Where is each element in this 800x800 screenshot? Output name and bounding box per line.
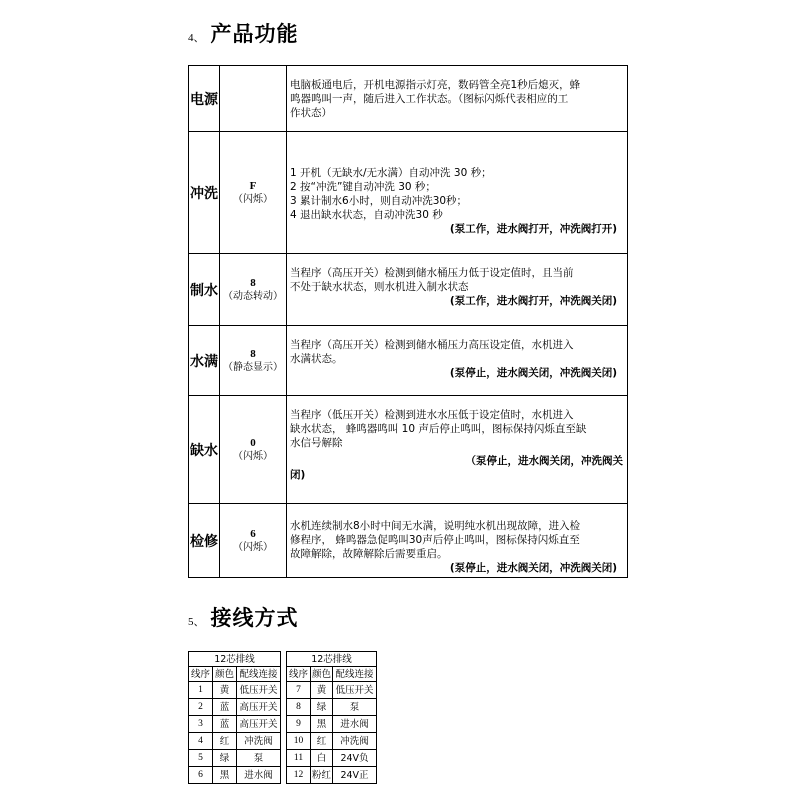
wiring-title: 12芯排线 [189,652,281,667]
function-row [189,326,628,396]
description-line: 当程序（低压开关）检测到进水水压低于设定值时，水机进入 [290,409,574,421]
wiring-row [189,716,281,733]
description-line: 水信号解除 [290,437,343,449]
display-cell [220,254,287,326]
wire-number: 4 [189,733,213,750]
wiring-header: 颜色 [213,667,237,682]
description-cell [287,504,628,578]
wire-connection: 高压开关 [237,716,281,733]
function-row [189,396,628,504]
wiring-header-row [287,667,377,682]
wire-number: 3 [189,716,213,733]
wire-connection: 进水阀 [237,767,281,784]
description-block [290,254,623,308]
wire-number: 7 [287,682,311,699]
section-title: 产品功能 [210,22,299,46]
wire-color: 粉红 [311,767,333,784]
description-block [290,504,623,575]
wire-connection: 泵 [333,699,377,716]
status-text: (泵工作，进水阀打开，冲洗阀关闭) [449,295,617,307]
wire-connection: 进水阀 [333,716,377,733]
description-block [290,396,623,482]
wire-number: 10 [287,733,311,750]
wiring-row [189,750,281,767]
section-number: 5、 [188,616,205,628]
wiring-header-row [189,667,281,682]
wire-number: 9 [287,716,311,733]
display-value: 8 [250,347,256,360]
function-name: 缺水 [189,396,220,504]
wire-number: 2 [189,699,213,716]
wiring-row [189,733,281,750]
display-cell [220,396,287,504]
wire-connection: 低压开关 [237,682,281,699]
wire-color: 绿 [311,699,333,716]
description-line: 当程序（高压开关）检测到储水桶压力低于设定值时，且当前 [290,267,574,279]
wire-connection: 冲洗阀 [333,733,377,750]
description-line: 不处于缺水状态，则水机进入制水状态 [290,281,469,293]
wiring-row [287,716,377,733]
wiring-title: 12芯排线 [287,652,377,667]
function-name: 电源 [189,66,220,132]
wire-connection: 24V正 [333,767,377,784]
wiring-row [287,699,377,716]
wire-color: 蓝 [213,716,237,733]
description-line: 修程序， 蜂鸣器急促鸣叫30声后停止鸣叫，图标保持闪烁直至 [290,534,580,546]
status-text-continued: 闭) [290,469,306,481]
wire-number: 11 [287,750,311,767]
display-cell [220,326,287,396]
description-cell [287,66,628,132]
wire-connection: 冲洗阀 [237,733,281,750]
description-cell [287,326,628,396]
display-cell [220,66,287,132]
display-note: （闪烁） [233,450,273,462]
description-line: 鸣器鸣叫一声，随后进入工作状态。（图标闪烁代表相应的工 [290,93,569,105]
function-row [189,66,628,132]
wire-connection: 24V负 [333,750,377,767]
wire-number: 5 [189,750,213,767]
display-note: （动态转动） [223,290,283,302]
section-number: 4、 [188,32,205,44]
function-row [189,132,628,254]
wire-color: 黄 [311,682,333,699]
status-text: (泵停止，进水阀关闭，冲洗阀关闭) [449,367,617,379]
section-4-heading [188,18,299,48]
status-text: （泵停止，进水阀关闭，冲洗阀关 [465,455,623,467]
description-block [290,132,623,236]
display-value: 6 [250,527,256,540]
description-block [290,326,623,380]
wiring-row [287,750,377,767]
description-line: 水满状态。 [290,353,343,365]
wire-color: 红 [311,733,333,750]
wire-connection: 高压开关 [237,699,281,716]
description-cell [287,132,628,254]
function-name: 制水 [189,254,220,326]
wiring-table-right [286,651,377,784]
wire-connection: 低压开关 [333,682,377,699]
wiring-table-left [188,651,281,784]
wire-number: 1 [189,682,213,699]
display-value: 8 [250,276,256,289]
function-table [188,65,628,578]
display-note: （闪烁） [233,193,273,205]
function-row [189,254,628,326]
display-note: （闪烁） [233,541,273,553]
description-line: 故障解除，故障解除后需要重启。 [290,548,448,560]
wiring-header: 配线连接 [333,667,377,682]
function-name: 水满 [189,326,220,396]
description-line: 1 开机（无缺水/无水满）自动冲洗 30 秒； [290,167,492,179]
description-line: 电脑板通电后，开机电源指示灯亮，数码管全亮1秒后熄灭，蜂 [290,79,581,91]
wiring-header: 线序 [189,667,213,682]
description-cell [287,396,628,504]
function-name: 冲洗 [189,132,220,254]
description-line: 当程序（高压开关）检测到储水桶压力高压设定值，水机进入 [290,339,574,351]
description-line: 作状态） [290,107,332,119]
wiring-row [287,682,377,699]
description-line: 4 退出缺水状态，自动冲洗30 秒 [290,209,443,221]
wiring-header: 配线连接 [237,667,281,682]
description-block [290,66,623,120]
wire-color: 黑 [311,716,333,733]
function-name: 检修 [189,504,220,578]
wire-number: 12 [287,767,311,784]
wiring-row [189,767,281,784]
display-note: （静态显示） [223,361,283,373]
wire-color: 绿 [213,750,237,767]
wire-color: 黑 [213,767,237,784]
description-line: 3 累计制水6小时，则自动冲洗30秒； [290,195,468,207]
section-title: 接线方式 [210,606,299,630]
display-value: F [249,179,257,192]
wiring-title-row [189,652,281,667]
description-line: 水机连续制水8小时中间无水满，说明纯水机出现故障，进入检 [290,520,581,532]
description-line: 缺水状态， 蜂鸣器鸣叫 10 声后停止鸣叫，图标保持闪烁直至缺 [290,423,587,435]
wire-connection: 泵 [237,750,281,767]
wiring-title-row [287,652,377,667]
wiring-row [287,767,377,784]
wire-number: 6 [189,767,213,784]
status-text: (泵停止，进水阀关闭，冲洗阀关闭) [449,562,617,574]
display-cell [220,504,287,578]
wire-color: 黄 [213,682,237,699]
display-value: 0 [250,436,256,449]
wire-color: 蓝 [213,699,237,716]
wiring-header: 线序 [287,667,311,682]
function-row [189,504,628,578]
wiring-row [287,733,377,750]
wire-number: 8 [287,699,311,716]
wiring-header: 颜色 [311,668,331,680]
wiring-row [189,682,281,699]
wire-color: 白 [311,750,333,767]
section-5-heading [188,602,299,632]
wire-color: 红 [213,733,237,750]
description-line: 2 按“冲洗”键自动冲洗 30 秒； [290,181,436,193]
status-text: (泵工作，进水阀打开，冲洗阀打开) [449,223,617,235]
display-cell [220,132,287,254]
wiring-row [189,699,281,716]
description-cell [287,254,628,326]
